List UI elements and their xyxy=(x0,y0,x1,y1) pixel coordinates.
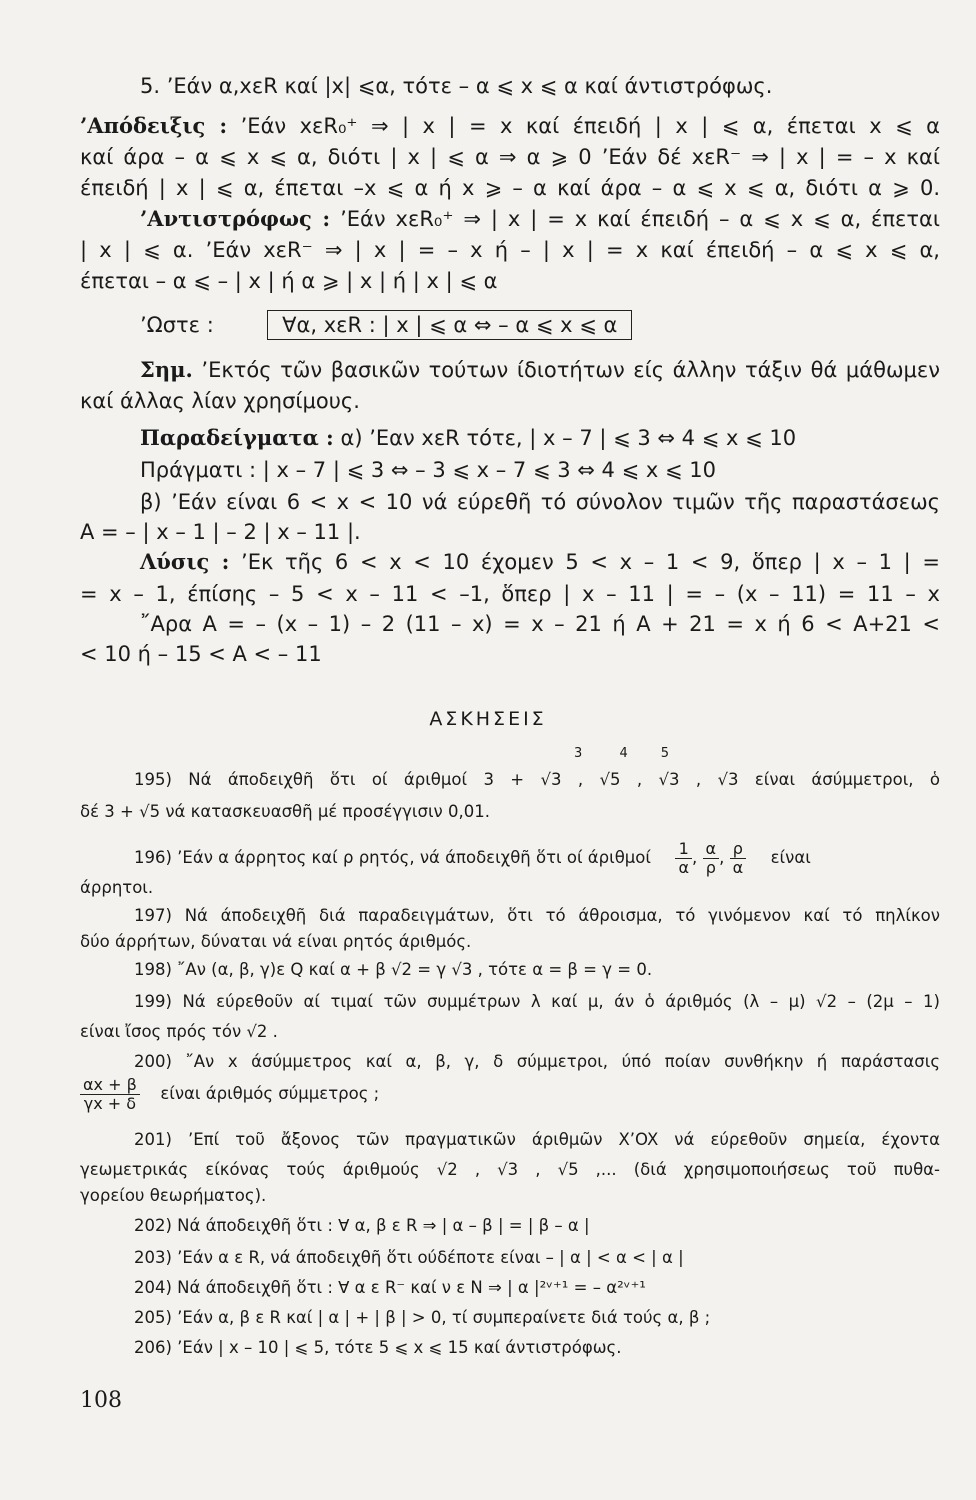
solution-line-4: < 10 ή – 15 < A < – 11 xyxy=(80,642,322,666)
exercise-199-line-2: είναι ἴσος πρός τόν √2 . xyxy=(80,1022,278,1041)
proof-line-3: έπειδή | x | ⩽ α, έπεται –x ⩽ α ή x ⩾ – α καί άρα – α ⩽ x ⩽ α, διότι α ⩾ 0. xyxy=(80,176,940,200)
e196-fraction-3: $\frac{\rho}{\alpha}$ xyxy=(730,840,747,877)
exercise-198: 198) ῎Αν (α, β, γ)ε Q καί α + β √2 = γ √3 , τότε α = β = γ = 0. xyxy=(134,960,653,979)
so-label: ’Ωστε : xyxy=(140,313,214,337)
e200-fraction: $\frac{\alpha x + \beta}{\gamma x + \delta}$ xyxy=(80,1076,140,1113)
e196-text: 196) ’Εάν α άρρητος καί ρ ρητός, νά άποδειχθῆ ὅτι οί άριθμοί xyxy=(134,848,651,867)
proof-line-2: καί άρα – α ⩽ x ⩽ α, διότι | x | ⩽ α ⇒ α ⩾ 0 ’Εάν δέ xεR⁻ ⇒ | x | = – x καί xyxy=(80,145,940,169)
exercise-206: 206) ’Εάν | x – 10 | ⩽ 5, τότε 5 ⩽ x ⩽ 15 καί άντιστρόφως. xyxy=(134,1338,622,1357)
converse-label: ’Αντιστρόφως : xyxy=(140,206,331,231)
converse-text-1: ’Εάν xεR₀⁺ ⇒ | x | = x καί έπειδή – α ⩽ x ⩽ α, έπεται xyxy=(340,207,940,231)
solution-line-1 xyxy=(140,548,940,576)
example-b-line-1: β) ’Εάν είναι 6 < x < 10 νά εύρεθῆ τό σύνολον τιμῶν τῆς παραστάσεως xyxy=(140,490,940,514)
exercise-205: 205) ’Εάν α, β ε R καί | α | + | β | > 0, τί συμπεραίνετε διά τούς α, β ; xyxy=(134,1308,711,1327)
note-line-1 xyxy=(140,356,940,384)
note-label: Σημ. xyxy=(140,357,193,382)
exercise-195-line-2: δέ 3 + √5 νά κατασκευασθῆ μέ προσέγγισιν 0,01. xyxy=(80,802,490,821)
proof-text-1: ’Εάν xεR₀⁺ ⇒ | x | = x καί έπειδή | x | ⩽ α, έπεται x ⩽ α xyxy=(240,114,940,138)
exercises-heading: ΑΣΚΗΣΕΙΣ xyxy=(429,708,547,730)
note-line-2: καί άλλας λίαν χρησίμους. xyxy=(80,389,360,413)
e196-fraction-1: $\frac{1}{\alpha}$ xyxy=(675,840,692,877)
solution-text-1: ’Εκ τῆς 6 < x < 10 έχομεν 5 < x – 1 < 9, ὅπερ | x – 1 | = xyxy=(241,550,940,574)
converse-line-1 xyxy=(140,205,940,233)
exercise-200-line-1: 200) ῎Αν x άσύμμετρος καί α, β, γ, δ σύμμετροι, ύπό ποίαν συνθήκην ή παράστασις xyxy=(134,1052,940,1071)
exercise-201-line-3: γορείου θεωρήματος). xyxy=(80,1186,267,1205)
exercise-196-line-2: άρρητοι. xyxy=(80,878,154,897)
solution-line-3: ῎Αρα A = – (x – 1) – 2 (11 – x) = x – 21 ή A + 21 = x ή 6 < A+21 < xyxy=(140,612,940,636)
exercise-197-line-1: 197) Νά άποδειχθῆ διά παραδειγμάτων, ὅτι τό άθροισμα, τό γινόμενον καί τό πηλίκον xyxy=(134,906,940,925)
solution-line-2: = x – 1, έπίσης – 5 < x – 11 < –1, ὅπερ | x – 11 | = – (x – 11) = 11 – x xyxy=(80,582,940,606)
exercise-196-line-1: 196) ’Εάν α άρρητος καί ρ ρητός, νά άποδειχθῆ ὅτι οί άριθμοί $\frac{1}{\alpha}$ , $\frac{\alpha}{\rho}$ , $\frac{\rho}{\alpha}$ είναι xyxy=(134,839,811,877)
exercise-201-line-2: γεωμετρικάς είκόνας τούς άριθμούς √2 , √3 , √5 ,... (διά χρησιμοποιήσεως τοῦ πυθα- xyxy=(80,1160,940,1179)
proof-label: ’Απόδειξις : xyxy=(80,113,228,138)
example-b-line-2: A = – | x – 1 | – 2 | x – 11 |. xyxy=(80,520,361,544)
e196-tail: είναι xyxy=(770,848,811,867)
exercise-199-line-1: 199) Νά εύρεθοῦν αί τιμαί τῶν συμμέτρων λ καί μ, άν ὁ άριθμός (λ – μ) √2 – (2μ – 1) xyxy=(134,992,940,1011)
examples-label: Παραδείγματα : xyxy=(140,425,334,450)
example-a-proof: Πράγματι : | x – 7 | ⩽ 3 ⇔ – 3 ⩽ x – 7 ⩽ 3 ⇔ 4 ⩽ x ⩽ 10 xyxy=(140,458,716,482)
note-text-1: ’Εκτός τῶν βασικῶν τούτων ίδιοτήτων είς άλλην τάξιν θά μάθωμεν xyxy=(201,358,940,382)
example-a: α) ’Εαν xεR τότε, | x – 7 | ⩽ 3 ⇔ 4 ⩽ x ⩽ 10 xyxy=(340,426,797,450)
page-number: 108 xyxy=(80,1388,122,1413)
item-5: 5. ’Εάν α,xεR καί |x| ⩽α, τότε – α ⩽ x ⩽ α καί άντιστρόφως. xyxy=(140,74,773,98)
converse-line-3: έπεται – α ⩽ – | x | ή α ⩾ | x | ή | x | ⩽ α xyxy=(80,269,498,293)
solution-label: Λύσις : xyxy=(140,549,230,574)
exercise-202: 202) Νά άποδειχθῆ ὅτι : ∀ α, β ε R ⇒ | α – β | = | β – α | xyxy=(134,1216,590,1235)
e196-fraction-2: $\frac{\alpha}{\rho}$ xyxy=(703,840,720,877)
so-line xyxy=(140,310,940,340)
exercise-195-line-1: 195) Νά άποδειχθῆ ὅτι οί άριθμοί 3 + √3 , √5 , √3 , √3 είναι άσύμμετροι, ὁ xyxy=(134,770,940,789)
boxed-theorem: ∀α, xεR : | x | ⩽ α ⇔ – α ⩽ x ⩽ α xyxy=(267,310,632,340)
exercise-204: 204) Νά άποδειχθῆ ὅτι : ∀ α ε R⁻ καί ν ε N ⇒ | α |²ᵛ⁺¹ = – α²ᵛ⁺¹ xyxy=(134,1278,646,1297)
e195-root-indices: 3 4 5 xyxy=(574,746,670,761)
converse-line-2: | x | ⩽ α. ’Εάν xεR⁻ ⇒ | x | = – x ή – | x | = x καί έπειδή – α ⩽ x ⩽ α, xyxy=(80,238,940,262)
exercise-201-line-1: 201) ’Επί τοῦ ἄξονος τῶν πραγματικῶν άριθμῶν X’OX νά εύρεθοῦν σημεία, έχοντα xyxy=(134,1130,940,1149)
examples-line xyxy=(140,424,940,452)
e200-tail: είναι άριθμός σύμμετρος ; xyxy=(160,1084,380,1103)
proof-line-1 xyxy=(80,112,940,140)
exercise-200-line-2 xyxy=(80,1076,940,1113)
exercise-197-line-2: δύο άρρήτων, δύναται νά είναι ρητός άριθμός. xyxy=(80,932,472,951)
exercise-203: 203) ’Εάν α ε R, νά άποδειχθῆ ὅτι ούδέποτε είναι – | α | < α < | α | xyxy=(134,1248,684,1267)
